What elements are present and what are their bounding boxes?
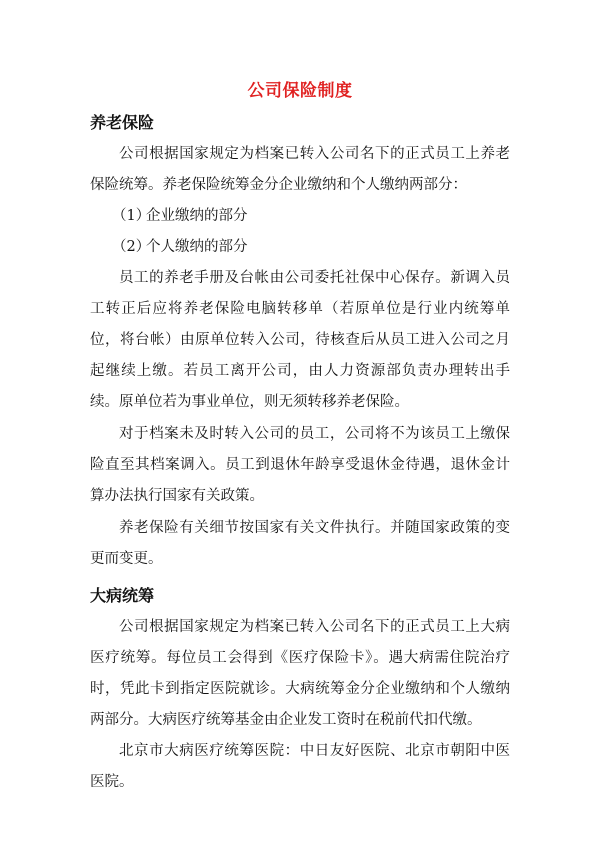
pension-intro-paragraph: 公司根据国家规定为档案已转入公司名下的正式员工上养老保险统筹。养老保险统筹金分企业缴纳和个人缴纳两部分： [90, 146, 510, 193]
list-item-text: 个人缴纳的部分 [146, 239, 248, 255]
critical-illness-paragraph: 公司根据国家规定为档案已转入公司名下的正式员工上大病医疗统筹。每位员工会得到《医疗保险卡》。遇大病需住院治疗时，凭此卡到指定医院就诊。大病统筹金分企业缴纳和个人缴纳两部分。大病医疗统筹基金由企业发工资时在税前代扣代缴。 [90, 619, 510, 728]
pension-paragraph-handbook: 员工的养老手册及台帐由公司委托社保中心保存。新调入员工转正后应将养老保险电脑转移单（若原单位是行业内统筹单位，将台帐）由原单位转入公司，待核查后从员工进入公司之月起继续上缴。若员工离开公司，由人力资源部负责办理转出手续。原单位若为事业单位，则无须转移养老保险。 [90, 270, 510, 410]
critical-illness-hospitals: 北京市大病医疗统筹医院：中日友好医院、北京市朝阳中医医院。 [90, 743, 510, 790]
list-item-number: （1） [112, 208, 151, 224]
pension-paragraph-archive: 对于档案未及时转入公司的员工，公司将不为该员工上缴保险直至其档案调入。员工到退休年龄享受退休金待遇，退休金计算办法执行国家有关政策。 [90, 426, 510, 504]
pension-list-item-2 [112, 232, 248, 263]
document-title: 公司保险制度 [247, 81, 353, 101]
section-heading-pension: 养老保险 [90, 113, 155, 132]
list-item-text: 企业缴纳的部分 [146, 208, 248, 224]
list-item-number: （2） [112, 239, 151, 255]
pension-paragraph-details: 养老保险有关细节按国家有关文件执行。并随国家政策的变更而变更。 [90, 520, 510, 567]
section-heading-critical-illness: 大病统筹 [90, 586, 155, 605]
pension-list-item-1 [112, 201, 248, 232]
